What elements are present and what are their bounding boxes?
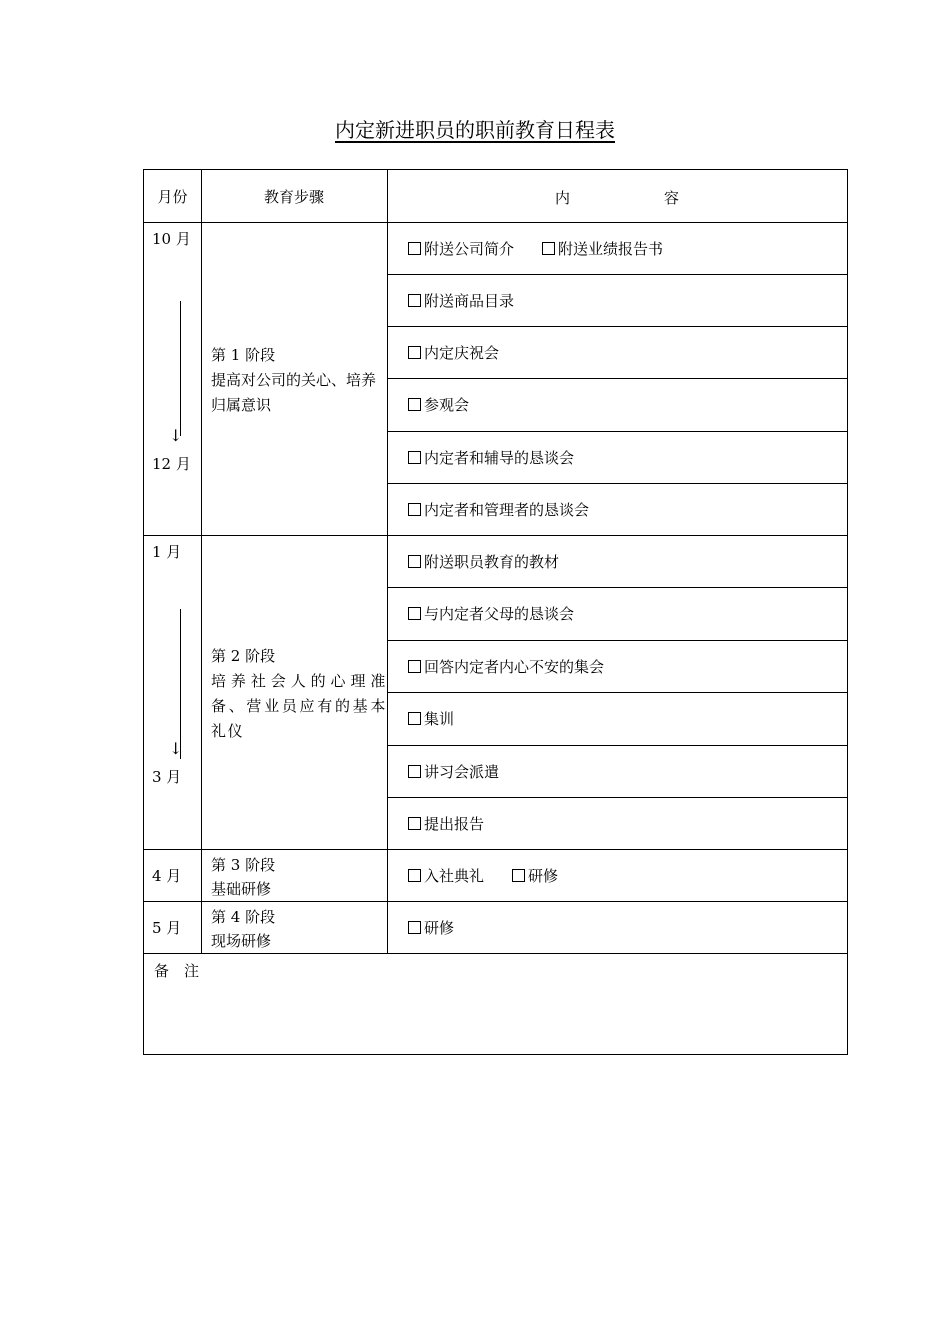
stage2-name: 第 2 阶段 <box>211 647 276 665</box>
row-divider <box>144 953 847 954</box>
stage1-item-3: 内定庆祝会 <box>398 326 848 378</box>
checkbox-icon <box>408 555 421 568</box>
checkbox-icon <box>408 398 421 411</box>
stage1-end-month: 12 月 <box>152 455 191 473</box>
checkbox-icon <box>408 346 421 359</box>
down-arrow-icon: ↓ <box>169 426 183 445</box>
stage4-month: 5 月 <box>152 918 182 937</box>
stage1-arrow-line <box>180 301 181 436</box>
column-divider <box>201 170 202 953</box>
stage2-item-2: 与内定者父母的恳谈会 <box>398 587 848 639</box>
remarks-label: 备 注 <box>154 962 200 980</box>
header-content-right: 容 <box>664 189 680 207</box>
stage4-item-1: 研修 <box>398 901 848 953</box>
stage2-item-6: 提出报告 <box>398 797 848 849</box>
checkbox-icon <box>512 869 525 882</box>
down-arrow-icon: ↓ <box>169 739 183 758</box>
checkbox-icon <box>408 765 421 778</box>
stage2-start-month: 1 月 <box>152 543 182 561</box>
header-month: 月份 <box>157 187 188 206</box>
stage1-item-2: 附送商品目录 <box>398 274 848 326</box>
stage4-step <box>211 905 387 953</box>
stage3-desc: 基础研修 <box>211 880 272 898</box>
stage1-item-5: 内定者和辅导的恳谈会 <box>398 431 848 483</box>
stage2-item-1: 附送职员教育的教材 <box>398 535 848 587</box>
stage1-start-month: 10 月 <box>152 230 191 248</box>
stage2-desc: 培养社会人的心理准备、营业员应有的基本礼仪 <box>211 672 387 740</box>
checkbox-icon <box>408 607 421 620</box>
column-divider <box>387 170 388 953</box>
checkbox-icon <box>408 451 421 464</box>
stage3-name: 第 3 阶段 <box>211 856 276 874</box>
checkbox-icon <box>408 817 421 830</box>
page-title: 内定新进职员的职前教育日程表 <box>335 118 615 142</box>
stage2-arrow-line <box>180 609 181 759</box>
checkbox-icon <box>408 712 421 725</box>
checkbox-icon <box>542 242 555 255</box>
stage4-desc: 现场研修 <box>211 932 272 950</box>
schedule-table <box>143 169 848 1055</box>
checkbox-icon <box>408 660 421 673</box>
header-content-left: 内 <box>555 189 571 207</box>
stage3-month: 4 月 <box>152 866 182 885</box>
stage4-name: 第 4 阶段 <box>211 908 276 926</box>
header-content <box>387 170 847 222</box>
stage2-item-4: 集训 <box>398 692 848 744</box>
stage2-end-month: 3 月 <box>152 768 182 786</box>
stage2-item-5: 讲习会派遣 <box>398 745 848 797</box>
checkbox-icon <box>408 869 421 882</box>
stage2-step <box>211 644 387 744</box>
checkbox-icon <box>408 294 421 307</box>
stage1-item-4: 参观会 <box>398 378 848 430</box>
stage3-item-1: 入社典礼 研修 <box>398 849 848 901</box>
stage3-step <box>211 853 387 901</box>
stage1-step <box>211 343 387 418</box>
stage1-item-1: 附送公司简介 附送业绩报告书 <box>398 222 848 274</box>
checkbox-icon <box>408 242 421 255</box>
checkbox-icon <box>408 921 421 934</box>
checkbox-icon <box>408 503 421 516</box>
stage1-item-6: 内定者和管理者的恳谈会 <box>398 483 848 535</box>
stage1-desc: 提高对公司的关心、培养归属意识 <box>211 371 377 414</box>
stage2-item-3: 回答内定者内心不安的集会 <box>398 640 848 692</box>
stage1-name: 第 1 阶段 <box>211 346 276 364</box>
header-steps: 教育步骤 <box>263 187 324 206</box>
